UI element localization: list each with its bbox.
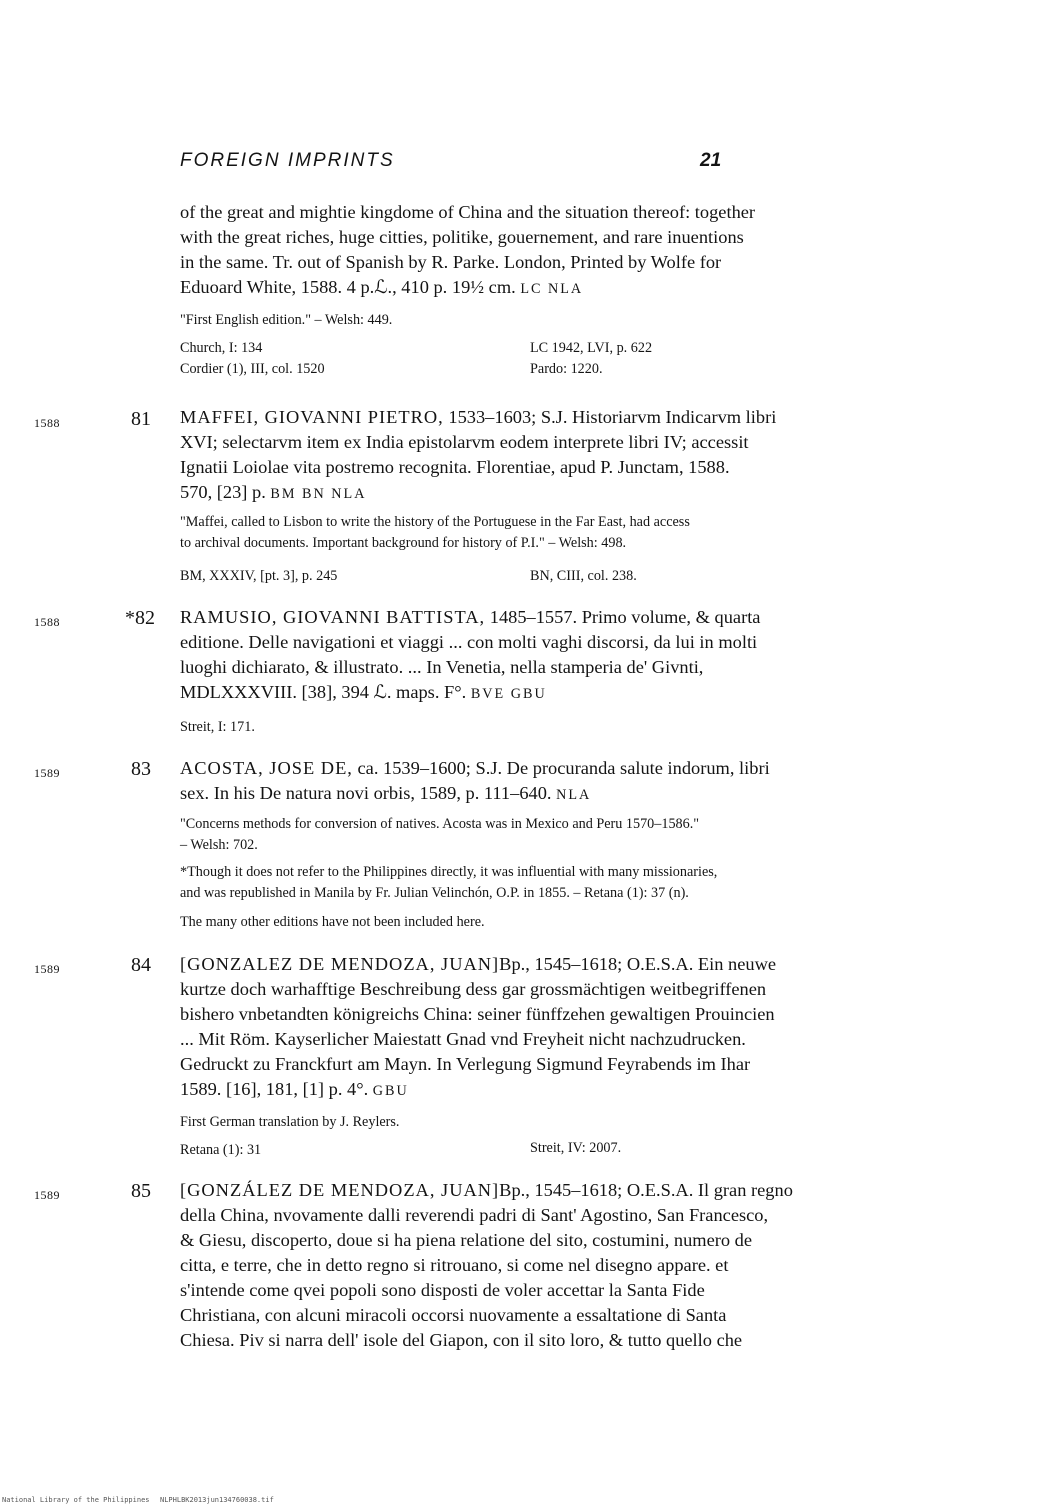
location-codes: GBU bbox=[372, 1083, 409, 1099]
entry-year: 1589 bbox=[34, 1188, 60, 1202]
note: "Concerns methods for conversion of natives. Acosta was in Mexico and Peru 1570–1586." – Welsh: 702. bbox=[180, 816, 700, 853]
entry-author: MAFFEI, GIOVANNI PIETRO, bbox=[180, 407, 444, 427]
continuation-text bbox=[180, 200, 850, 302]
text-line: of the great and mightie kingdome of China and the situation thereof: together bbox=[180, 202, 756, 222]
scan-footer-filename: NLPHLBK2013jun134760038.tif bbox=[160, 1496, 274, 1504]
note: Streit, I: 171. bbox=[180, 719, 255, 735]
entry-author: ACOSTA, JOSE DE, bbox=[180, 758, 353, 778]
page-number: 21 bbox=[700, 150, 722, 171]
note: *Though it does not refer to the Philippines directly, it was influential with many missionaries, and was republished in Manila by Fr. Julian Velinchón, O.P. in 1855. – Retana (1): 37 (n). bbox=[180, 864, 718, 901]
entry-text: ACOSTA, JOSE DE, ca. 1539–1600; S.J. De procuranda salute indorum, libri sex. In his De natura novi orbis, 1589, p. 111–640. NLA bbox=[180, 758, 770, 803]
location-codes: BVE GBU bbox=[470, 686, 547, 702]
references-left: BM, XXXIV, [pt. 3], p. 245 bbox=[180, 568, 338, 584]
references-left: Church, I: 134 Cordier (1), III, col. 1520 bbox=[180, 340, 325, 377]
note: "First English edition." – Welsh: 449. bbox=[180, 312, 393, 328]
text-line: with the great riches, huge citties, politike, gouernement, and rare inuentions bbox=[180, 227, 744, 247]
references-left: Retana (1): 31 bbox=[180, 1142, 262, 1158]
note: The many other editions have not been included here. bbox=[180, 914, 485, 930]
note: First German translation by J. Reylers. bbox=[180, 1114, 400, 1130]
location-codes: BM BN NLA bbox=[270, 486, 367, 502]
entry-author: RAMUSIO, GIOVANNI BATTISTA, bbox=[180, 607, 486, 627]
note: "Maffei, called to Lisbon to write the history of the Portuguese in the Far East, had access to archival documents. Important background for history of P.I." – Welsh: 498. bbox=[180, 514, 690, 551]
entry-number: 81 bbox=[131, 408, 151, 430]
entry-number: 84 bbox=[131, 954, 151, 976]
entry-number: 85 bbox=[131, 1180, 151, 1202]
text-line: Eduoard White, 1588. 4 p.ℒ., 410 p. 19½ cm. LC NLA bbox=[180, 277, 584, 297]
references-right: LC 1942, LVI, p. 622 Pardo: 1220. bbox=[530, 340, 653, 377]
scan-footer-library: National Library of the Philippines bbox=[2, 1496, 150, 1504]
entry-author: [GONZÁLEZ DE MENDOZA, JUAN] bbox=[180, 1180, 500, 1200]
location-codes: NLA bbox=[556, 787, 592, 803]
entry-text: [GONZALEZ DE MENDOZA, JUAN]Bp., 1545–1618; O.E.S.A. Ein neuwe kurtze doch warhafftige Beschreibung dess gar grossmächtigen weitbegriffenen bishero vnbetandten königreichs China: seiner fünffzehen gewaltigen Prouincien ... Mit Röm. Kayserlicher Maiestatt Gnad vnd Freyheit nicht nachzudrucken. Gedruckt zu Franckfurt am Mayn. In Verlegung Sigmund Feyrabends im Ihar 1589. [16], 181, [1] p. 4°. GBU bbox=[180, 954, 777, 1099]
references-right: BN, CIII, col. 238. bbox=[530, 568, 637, 584]
text-line: in the same. Tr. out of Spanish by R. Parke. London, Printed by Wolfe for bbox=[180, 252, 722, 272]
entry-author: [GONZALEZ DE MENDOZA, JUAN] bbox=[180, 954, 500, 974]
entry-year: 1588 bbox=[34, 615, 60, 629]
entry-number: *82 bbox=[125, 607, 155, 629]
running-header: FOREIGN IMPRINTS bbox=[180, 150, 395, 171]
entry-text: MAFFEI, GIOVANNI PIETRO, 1533–1603; S.J. Historiarvm Indicarvm libri XVI; selectarvm item ex India epistolarvm eodem interprete libri IV; accessit Ignatii Loiolae vita postremo recognita. Florentiae, apud P. Junctam, 1588. 570, [23] p. BM BN NLA bbox=[180, 407, 777, 502]
location-codes: LC NLA bbox=[520, 281, 584, 297]
references-right: Streit, IV: 2007. bbox=[530, 1140, 622, 1156]
entry-text: RAMUSIO, GIOVANNI BATTISTA, 1485–1557. Primo volume, & quarta editione. Delle navigationi et viaggi ... con molti vaghi discorsi, da lui in molti luoghi dichiarato, & illustrato. ... In Venetia, nella stamperia de' Givnti, MDLXXXVIII. [38], 394 ℒ. maps. F°. BVE GBU bbox=[180, 607, 761, 702]
entry-year: 1589 bbox=[34, 962, 60, 976]
entry-year: 1589 bbox=[34, 766, 60, 780]
entry-number: 83 bbox=[131, 758, 151, 780]
entry-text: [GONZÁLEZ DE MENDOZA, JUAN]Bp., 1545–1618; O.E.S.A. Il gran regno della China, nvovamente dalli reverendi padri di Sant' Agostino, San Francesco, & Giesu, discoperto, doue si ha piena relatione del sito, costumini, numero de citta, e terre, che in detto regno si ritrouano, si come nel disegno appare. et s'intende come qvei popoli sono disposti de voler accettar la Santa Fide Christiana, con alcuni miracoli occorsi nuovamente a essaltatione di Santa Chiesa. Piv si narra dell' isole del Giapon, con il sito loro, & tutto quello che bbox=[180, 1180, 793, 1350]
entry-year: 1588 bbox=[34, 416, 60, 430]
